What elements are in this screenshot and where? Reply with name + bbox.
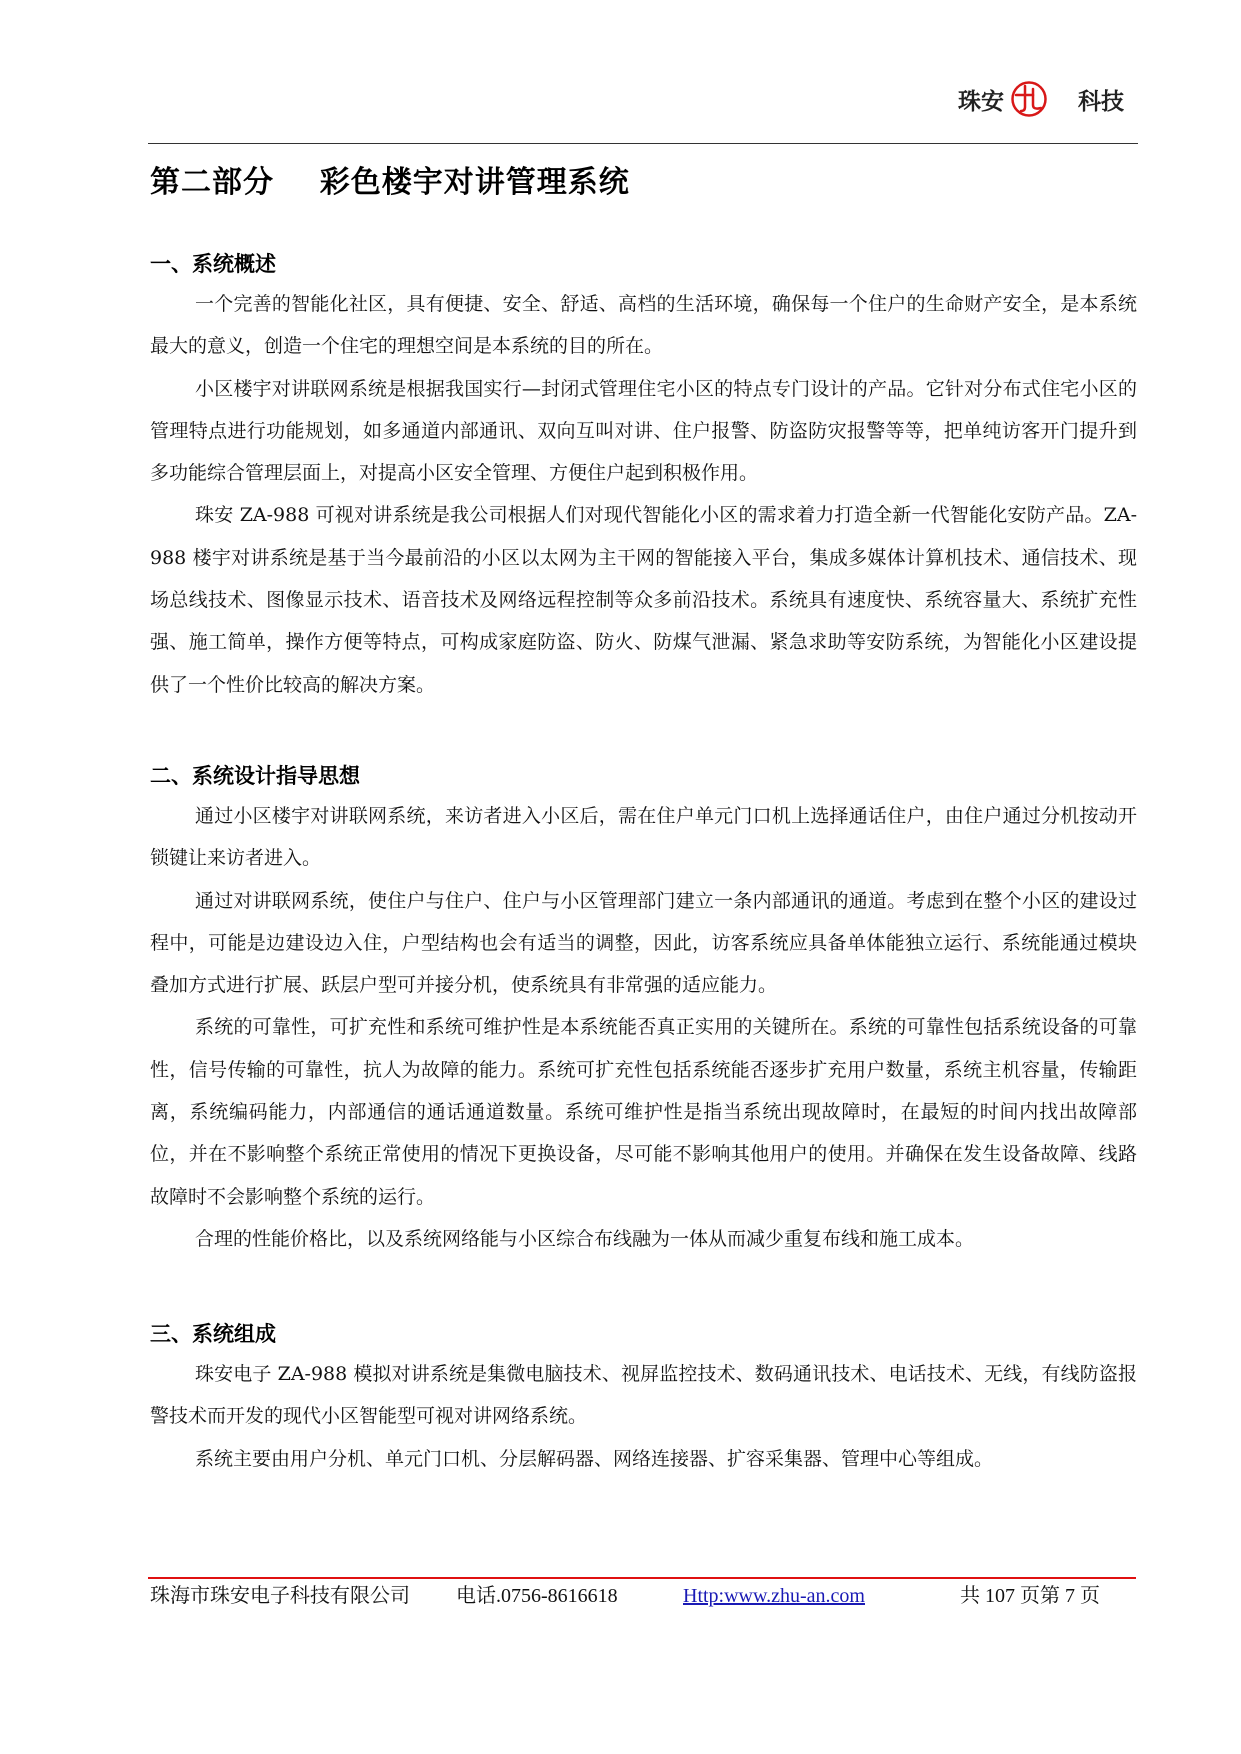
paragraph: 珠安电子 ZA-988 模拟对讲系统是集微电脑技术、视屏监控技术、数码通讯技术、电话技术、无线，有线防盗报警技术而开发的现代小区智能型可视对讲网络系统。 [150,1363,1137,1428]
paragraph: 系统主要由用户分机、单元门口机、分层解码器、网络连接器、扩容采集器、管理中心等组成。 [195,1447,994,1470]
footer-website-link[interactable]: Http:www.zhu-an.com [683,1585,865,1607]
section-design-principles [150,759,1137,1260]
section-heading: 三、系统组成 [150,1322,276,1346]
section-overview [150,247,1137,706]
section-composition [150,1317,1137,1480]
paragraph: 一个完善的智能化社区，具有便捷、安全、舒适、高档的生活环境，确保每一个住户的生命财产安全，是本系统最大的意义，创造一个住宅的理想空间是本系统的目的所在。 [150,293,1137,358]
paragraph: 通过小区楼宇对讲联网系统，来访者进入小区后，需在住户单元门口机上选择通话住户，由住户通过分机按动开锁键让来访者进入。 [150,805,1137,870]
header-brand [958,80,1124,118]
header-divider [148,143,1138,144]
paragraph: 系统的可靠性，可扩充性和系统可维护性是本系统能否真正实用的关键所在。系统的可靠性包括系统设备的可靠性，信号传输的可靠性，抗人为故障的能力。系统可扩充性包括系统能否逐步扩充用户数量，系统主机容量，传输距离，系统编码能力，内部通信的通话通道数量。系统可维护性是指当系统出现故障时，在最短的时间内找出故障部位，并在不影响整个系统正常使用的情况下更换设备，尽可能不影响其他用户的使用。并确保在发生设备故障、线路故障时不会影响整个系统的运行。 [150,1016,1137,1208]
brand-right-text: 科技 [1078,88,1124,115]
footer-divider [148,1577,1136,1579]
paragraph: 合理的性能价格比，以及系统网络能与小区综合布线融为一体从而减少重复布线和施工成本。 [195,1227,975,1250]
page-title: 第二部分 彩色楼宇对讲管理系统 [150,165,630,200]
paragraph: 珠安 ZA-988 可视对讲系统是我公司根据人们对现代智能化小区的需求着力打造全新一代智能化安防产品。ZA-988 楼宇对讲系统是基于当今最前沿的小区以太网为主干网的智能接入平台，集成多媒体计算机技术、通信技术、现场总线技术、图像显示技术、语音技术及网络远程控制等众多前沿技术。系统具有速度快、系统容量大、系统扩充性强、施工简单，操作方便等特点，可构成家庭防盗、防火、防煤气泄漏、紧急求助等安防系统，为智能化小区建设提供了一个性价比较高的解决方案。 [150,504,1137,696]
paragraph: 通过对讲联网系统，使住户与住户、住户与小区管理部门建立一条内部通讯的通道。考虑到在整个小区的建设过程中，可能是边建设边入住，户型结构也会有适当的调整，因此，访客系统应具备单体能独立运行、系统能通过模块叠加方式进行扩展、跃层户型可并接分机，使系统具有非常强的适应能力。 [150,889,1137,997]
zhuan-logo-icon [1010,80,1048,118]
section-heading: 一、系统概述 [150,252,276,276]
footer-page-number: 共 107 页第 7 页 [960,1585,1100,1607]
footer-phone: 电话.0756-8616618 [456,1585,618,1607]
section-heading: 二、系统设计指导思想 [150,764,360,788]
paragraph: 小区楼宇对讲联网系统是根据我国实行—封闭式管理住宅小区的特点专门设计的产品。它针对分布式住宅小区的管理特点进行功能规划，如多通道内部通讯、双向互叫对讲、住户报警、防盗防灾报警等等，把单纯访客开门提升到多功能综合管理层面上，对提高小区安全管理、方便住户起到积极作用。 [150,377,1137,485]
footer-company: 珠海市珠安电子科技有限公司 [150,1585,410,1607]
brand-left-text: 珠安 [958,88,1004,115]
